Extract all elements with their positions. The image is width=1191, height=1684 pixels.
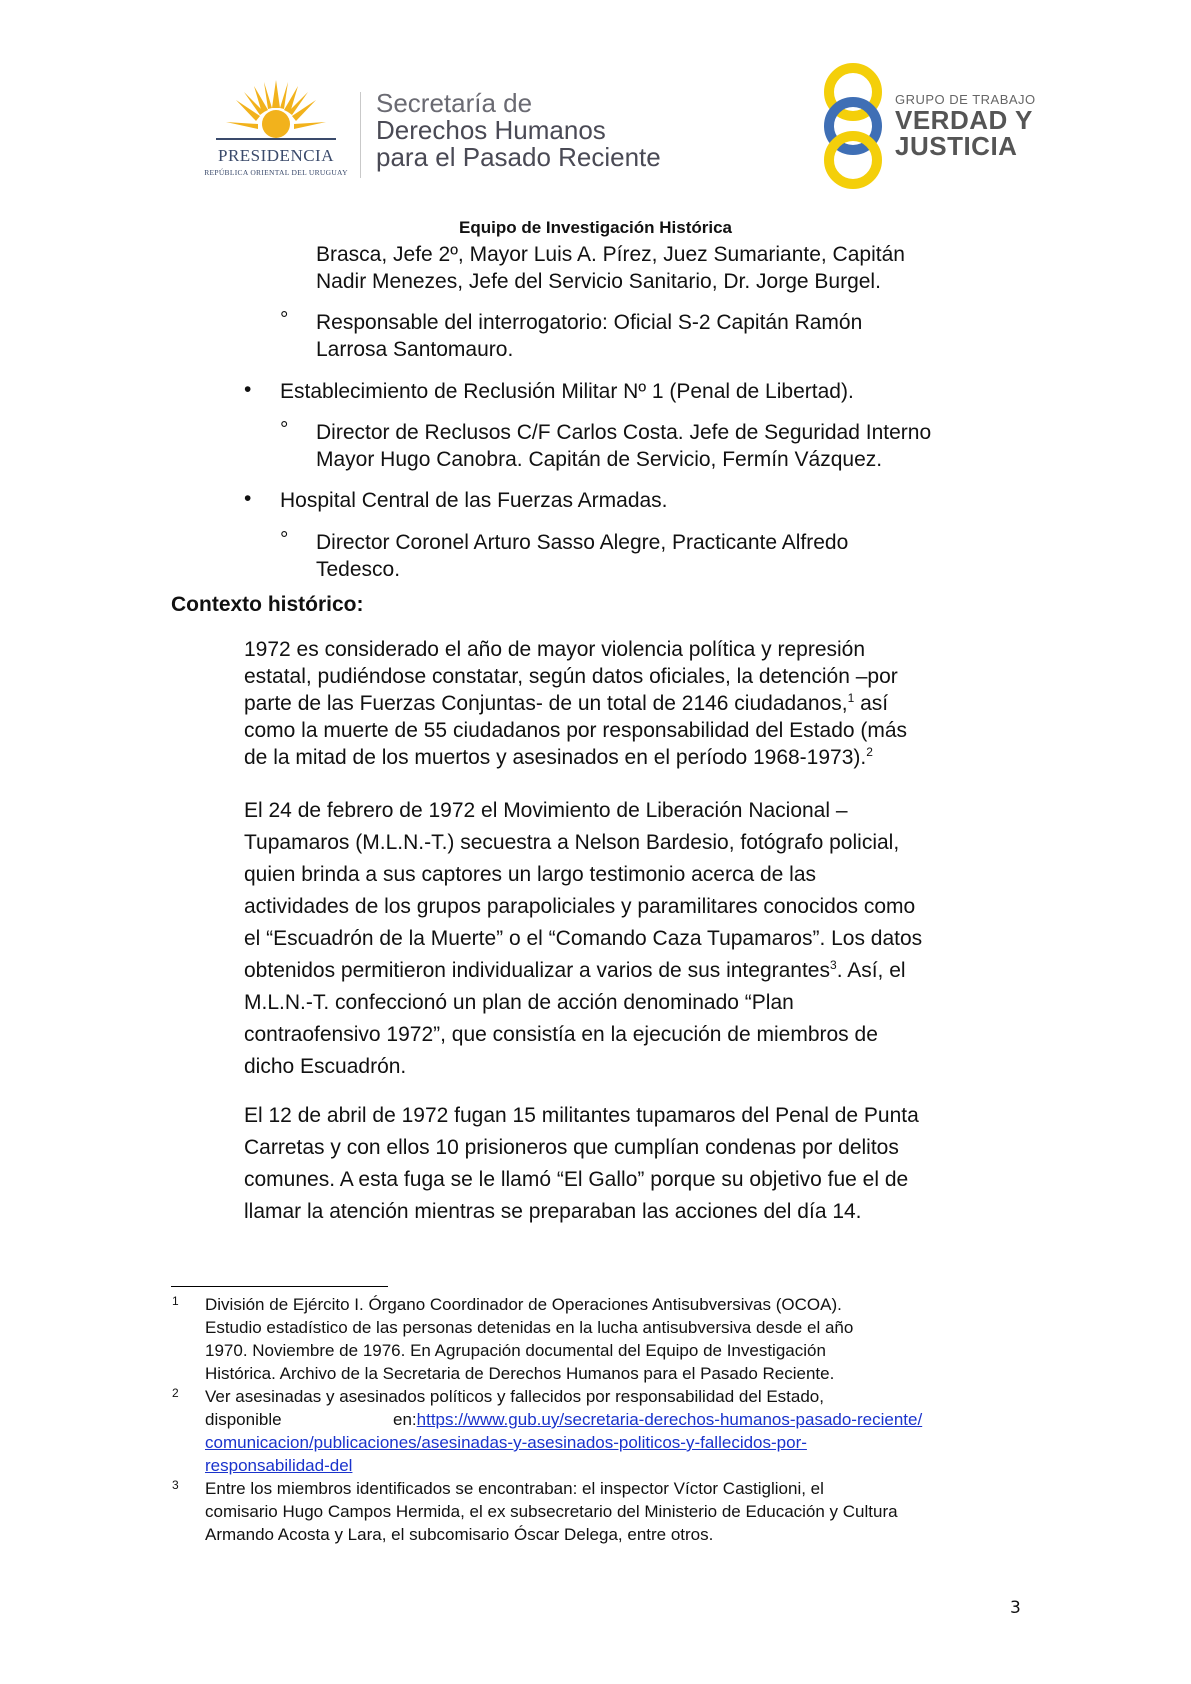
text-line: Armando Acosta y Lara, el subcomisario Óscar Delega, entre otros. bbox=[205, 1525, 714, 1544]
text-line: Director Coronel Arturo Sasso Alegre, Practicante Alfredo bbox=[316, 531, 849, 554]
sub-bullet-marker: ° bbox=[280, 418, 289, 441]
text-line: estatal, pudiéndose constatar, según datos oficiales, la detención –por bbox=[244, 665, 898, 688]
text-line: Ver asesinadas y asesinados políticos y fallecidos por responsabilidad del Estado, bbox=[205, 1387, 824, 1406]
text-line bbox=[205, 1431, 1021, 1454]
text-line: 1972 es considerado el año de mayor violencia política y represión bbox=[244, 638, 866, 661]
text-line: Entre los miembros identificados se encontraban: el inspector Víctor Castiglioni, el bbox=[205, 1479, 824, 1498]
footnote-ref[interactable]: 3 bbox=[830, 958, 837, 972]
logo-divider bbox=[360, 92, 361, 178]
bullet-marker: • bbox=[244, 378, 252, 401]
footnote bbox=[205, 1385, 1021, 1477]
text-line: llamar la atención mientras se preparaban las acciones del día 14. bbox=[244, 1200, 862, 1223]
footnote-ref[interactable]: 2 bbox=[866, 745, 873, 759]
gtvj-line-3: JUSTICIA bbox=[895, 131, 1018, 161]
text-line bbox=[244, 744, 1026, 771]
presidencia-text: PRESIDENCIA bbox=[217, 146, 334, 165]
list-continuation bbox=[316, 241, 1026, 295]
footnote-link[interactable]: https://www.gub.uy/secretaria-derechos-humanos-pasado-reciente/ bbox=[416, 1410, 923, 1429]
text-line bbox=[205, 1454, 1021, 1477]
list-item: Establecimiento de Reclusión Militar Nº 1 (Penal de Libertad). bbox=[280, 380, 854, 403]
text-line: Director de Reclusos C/F Carlos Costa. Jefe de Seguridad Interno bbox=[316, 421, 932, 444]
text-line: Tupamaros (M.L.N.-T.) secuestra a Nelson Bardesio, fotógrafo policial, bbox=[244, 831, 900, 854]
sub-list-item bbox=[316, 309, 1026, 363]
text-line: Histórica. Archivo de la Secretaria de Derechos Humanos para el Pasado Reciente. bbox=[205, 1364, 835, 1383]
text-line bbox=[205, 1408, 1021, 1431]
text-line: contraofensivo 1972”, que consistía en la ejecución de miembros de bbox=[244, 1023, 878, 1046]
text-line bbox=[244, 690, 1026, 717]
text-line: Mayor Hugo Canobra. Capitán de Servicio, Fermín Vázquez. bbox=[316, 448, 883, 471]
footnote-link[interactable]: responsabilidad-del bbox=[205, 1456, 353, 1475]
sub-list-item bbox=[316, 529, 1026, 583]
footnote-number: 2 bbox=[172, 1386, 179, 1400]
text-span: de la mitad de los muertos y asesinados en el período 1968-1973). bbox=[244, 746, 867, 769]
text-line: El 12 de abril de 1972 fugan 15 militantes tupamaros del Penal de Punta bbox=[244, 1104, 919, 1127]
gtvj-line-1: GRUPO DE TRABAJO bbox=[895, 92, 1036, 107]
text-line: División de Ejército I. Órgano Coordinador de Operaciones Antisubversivas (OCOA). bbox=[205, 1295, 842, 1314]
text-line bbox=[244, 955, 1026, 987]
text-span: en: bbox=[393, 1410, 417, 1429]
text-line: M.L.N.-T. confeccionó un plan de acción denominado “Plan bbox=[244, 991, 794, 1014]
secretaria-line-1: Secretaría de bbox=[376, 88, 533, 118]
presidencia-logo bbox=[196, 78, 356, 188]
footnote-ref[interactable]: 1 bbox=[847, 691, 855, 705]
text-line: dicho Escuadrón. bbox=[244, 1055, 407, 1078]
bullet-marker: • bbox=[244, 487, 252, 510]
text-span: obtenidos permitieron individualizar a varios de sus integrantes bbox=[244, 959, 830, 982]
secretaria-line-3: para el Pasado Reciente bbox=[376, 142, 661, 172]
text-line: Nadir Menezes, Jefe del Servicio Sanitario, Dr. Jorge Burgel. bbox=[316, 270, 881, 293]
section-title: Contexto histórico: bbox=[171, 593, 364, 616]
sub-list-item bbox=[316, 419, 1026, 473]
footnote-number: 3 bbox=[172, 1478, 179, 1492]
rings-icon bbox=[810, 62, 896, 190]
footnote bbox=[205, 1293, 1021, 1385]
footnote bbox=[205, 1477, 1021, 1546]
text-line: comunes. A esta fuga se le llamó “El Gallo” porque su objetivo fue el de bbox=[244, 1168, 909, 1191]
footnote-number: 1 bbox=[172, 1294, 179, 1308]
gtvj-logo bbox=[810, 62, 896, 190]
footnote-rule bbox=[171, 1286, 388, 1287]
sub-bullet-marker: ° bbox=[280, 308, 289, 331]
text-span: disponible bbox=[205, 1410, 282, 1429]
page-number: 3 bbox=[1010, 1598, 1021, 1618]
secretaria-line-2: Derechos Humanos bbox=[376, 115, 606, 145]
text-line: Carretas y con ellos 10 prisioneros que cumplían condenas por delitos bbox=[244, 1136, 899, 1159]
gtvj-logo-text bbox=[895, 92, 1036, 159]
text-line: Larrosa Santomauro. bbox=[316, 338, 514, 361]
gtvj-line-2: VERDAD Y bbox=[895, 105, 1033, 135]
paragraph bbox=[244, 1100, 1026, 1228]
text-span: parte de las Fuerzas Conjuntas- de un total de 2146 ciudadanos, bbox=[244, 692, 848, 715]
text-line: quien brinda a sus captores un largo testimonio acerca de las bbox=[244, 863, 817, 886]
text-line: Tedesco. bbox=[316, 558, 401, 581]
text-line: comisario Hugo Campos Hermida, el ex subsecretario del Ministerio de Educación y Cultura bbox=[205, 1502, 898, 1521]
text-line: como la muerte de 55 ciudadanos por responsabilidad del Estado (más bbox=[244, 719, 908, 742]
text-line: el “Escuadrón de la Muerte” o el “Comando Caza Tupamaros”. Los datos bbox=[244, 927, 923, 950]
sub-bullet-marker: ° bbox=[280, 528, 289, 551]
text-line: Brasca, Jefe 2º, Mayor Luis A. Pírez, Juez Sumariante, Capitán bbox=[316, 243, 905, 266]
paragraph bbox=[244, 795, 1026, 1083]
team-title: Equipo de Investigación Histórica bbox=[459, 218, 732, 237]
text-line: actividades de los grupos parapoliciales y paramilitares conocidos como bbox=[244, 895, 916, 918]
footnote-link[interactable]: comunicacion/publicaciones/asesinadas-y-asesinados-politicos-y-fallecidos-por- bbox=[205, 1433, 807, 1452]
paragraph bbox=[244, 636, 1026, 771]
text-line: 1970. Noviembre de 1976. En Agrupación documental del Equipo de Investigación bbox=[205, 1341, 826, 1360]
text-line: Estudio estadístico de las personas detenidas en la lucha antisubversiva desde el año bbox=[205, 1318, 854, 1337]
text-span: . Así, el bbox=[836, 959, 906, 982]
presidencia-subtitle: REPÚBLICA ORIENTAL DEL URUGUAY bbox=[204, 168, 348, 177]
text-line: El 24 de febrero de 1972 el Movimiento de Liberación Nacional – bbox=[244, 799, 848, 822]
text-span: así bbox=[860, 692, 889, 715]
text-line: Responsable del interrogatorio: Oficial S-2 Capitán Ramón bbox=[316, 311, 863, 334]
secretaria-logo-text bbox=[376, 90, 661, 171]
sun-icon bbox=[196, 78, 356, 148]
list-item: Hospital Central de las Fuerzas Armadas. bbox=[280, 489, 668, 512]
